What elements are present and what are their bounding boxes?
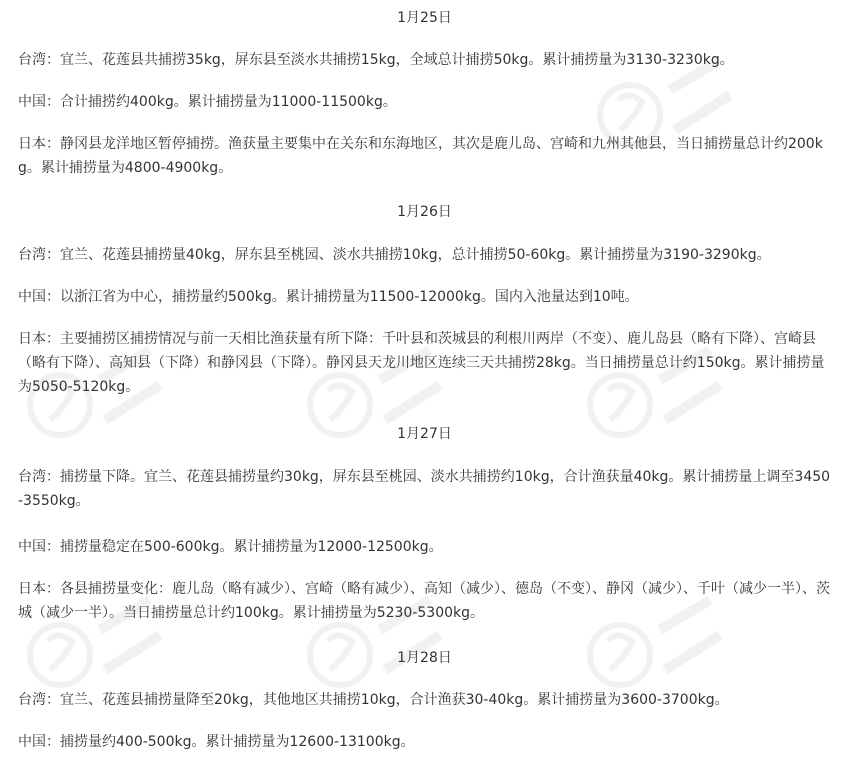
- section-date: 1月26日: [397, 204, 452, 220]
- paragraph-taiwan: 台湾：宜兰、花莲县共捕捞35kg，屏东县至淡水共捕捞15kg，全域总计捕捞50kg。累计捕捞量为3130-3230kg。: [18, 52, 734, 68]
- section-date: 1月27日: [397, 426, 452, 442]
- paragraph-china: 中国：以浙江省为中心，捕捞量约500kg。累计捕捞量为11500-12000kg。国内入池量达到10吨。: [18, 289, 639, 305]
- paragraph-japan: 日本：静冈县龙洋地区暂停捕捞。渔获量主要集中在关东和东海地区，其次是鹿儿岛、宫崎和九州其他县，当日捕捞量总计约200kg。累计捕捞量为4800-4900kg。: [18, 136, 823, 176]
- paragraph-china: 中国：捕捞量约400-500kg。累计捕捞量为12600-13100kg。: [18, 734, 415, 750]
- paragraph-taiwan: 台湾：宜兰、花莲县捕捞量降至20kg，其他地区共捕捞10kg，合计渔获30-40kg。累计捕捞量为3600-3700kg。: [18, 692, 729, 708]
- section-date: 1月28日: [397, 650, 452, 666]
- paragraph-china: 中国：合计捕捞约400kg。累计捕捞量为11000-11500kg。: [18, 94, 397, 110]
- paragraph-japan: 日本：主要捕捞区捕捞情况与前一天相比渔获量有所下降：千叶县和茨城县的利根川两岸（不变）、鹿儿岛县（略有下降）、宫崎县（略有下降）、高知县（下降）和静冈县（下降）。静冈县天龙川地区连续三天共捕捞28kg。当日捕捞量总计约150kg。累计捕捞量为5050-5120kg。: [18, 331, 825, 395]
- paragraph-japan: 日本：各县捕捞量变化：鹿儿岛（略有减少）、宫崎（略有减少）、高知（减少）、德岛（不变）、静冈（减少）、千叶（减少一半）、茨城（减少一半）。当日捕捞量总计约100kg。累计捕捞量为5230-5300kg。: [18, 581, 830, 621]
- paragraph-taiwan: 台湾：宜兰、花莲县捕捞量40kg，屏东县至桃园、淡水共捕捞10kg，总计捕捞50-60kg。累计捕捞量为3190-3290kg。: [18, 247, 771, 263]
- paragraph-china: 中国：捕捞量稳定在500-600kg。累计捕捞量为12000-12500kg。: [18, 539, 443, 555]
- paragraph-taiwan: 台湾：捕捞量下降。宜兰、花莲县捕捞量约30kg，屏东县至桃园、淡水共捕捞约10kg，合计渔获量40kg。累计捕捞量上调至3450-3550kg。: [18, 469, 831, 509]
- section-date: 1月25日: [397, 10, 452, 26]
